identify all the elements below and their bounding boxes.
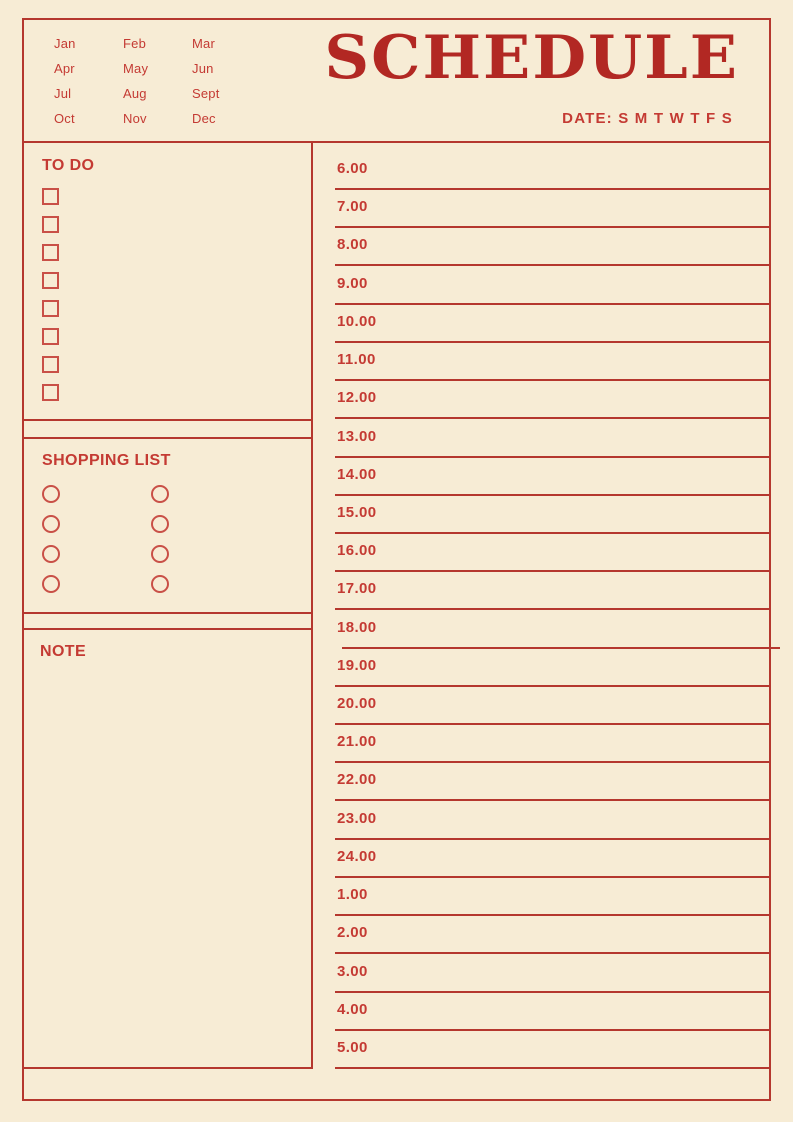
month-label-feb[interactable]: Feb <box>123 36 147 51</box>
shopping-circle-list <box>42 485 311 605</box>
month-label-aug[interactable]: Aug <box>123 86 147 101</box>
month-label-sept[interactable]: Sept <box>192 86 220 101</box>
time-label: 7.00 <box>337 198 368 215</box>
time-row[interactable] <box>313 763 771 801</box>
time-label: 4.00 <box>337 1001 368 1018</box>
todo-checkbox-list <box>42 188 311 401</box>
time-row[interactable] <box>313 840 771 878</box>
time-label: 13.00 <box>337 428 377 445</box>
note-title: NOTE <box>40 643 87 660</box>
month-grid <box>54 36 261 136</box>
time-label: 5.00 <box>337 1039 368 1056</box>
time-row[interactable] <box>313 152 771 190</box>
time-label: 17.00 <box>337 580 377 597</box>
time-label: 24.00 <box>337 848 377 865</box>
time-label: 14.00 <box>337 466 377 483</box>
time-row[interactable] <box>313 802 771 840</box>
time-row[interactable] <box>313 649 771 687</box>
shopping-list-circle[interactable] <box>42 485 60 503</box>
time-row[interactable] <box>313 955 771 993</box>
note-writing-area[interactable] <box>26 672 309 1065</box>
time-label: 16.00 <box>337 542 377 559</box>
timeline <box>313 141 771 1069</box>
todo-section <box>22 141 313 421</box>
todo-checkbox[interactable] <box>42 356 59 373</box>
shopping-list-circle[interactable] <box>42 515 60 533</box>
time-underline <box>335 608 771 610</box>
month-label-nov[interactable]: Nov <box>123 111 147 126</box>
shopping-list-circle[interactable] <box>151 515 169 533</box>
time-label: 18.00 <box>337 619 377 636</box>
month-label-may[interactable]: May <box>123 61 149 76</box>
todo-checkbox[interactable] <box>42 384 59 401</box>
month-label-mar[interactable]: Mar <box>192 36 215 51</box>
time-underline <box>335 417 771 419</box>
time-label: 22.00 <box>337 771 377 788</box>
todo-checkbox[interactable] <box>42 272 59 289</box>
shopping-list-circle[interactable] <box>42 545 60 563</box>
time-row[interactable] <box>313 267 771 305</box>
time-row[interactable] <box>313 611 771 649</box>
time-row[interactable] <box>313 228 771 266</box>
time-label: 3.00 <box>337 963 368 980</box>
time-label: 20.00 <box>337 695 377 712</box>
month-label-oct[interactable]: Oct <box>54 111 75 126</box>
todo-checkbox[interactable] <box>42 188 59 205</box>
month-label-dec[interactable]: Dec <box>192 111 216 126</box>
todo-checkbox[interactable] <box>42 328 59 345</box>
time-row[interactable] <box>313 190 771 228</box>
time-underline <box>335 1067 771 1069</box>
time-label: 1.00 <box>337 886 368 903</box>
time-label: 8.00 <box>337 236 368 253</box>
time-label: 10.00 <box>337 313 377 330</box>
time-row[interactable] <box>313 1031 771 1069</box>
page-title: SCHEDULE <box>324 22 739 93</box>
todo-checkbox[interactable] <box>42 300 59 317</box>
time-row[interactable] <box>313 916 771 954</box>
time-row[interactable] <box>313 496 771 534</box>
time-label: 12.00 <box>337 389 377 406</box>
time-row[interactable] <box>313 534 771 572</box>
month-label-jul[interactable]: Jul <box>54 86 72 101</box>
time-underline <box>335 952 771 954</box>
todo-checkbox[interactable] <box>42 244 59 261</box>
time-row[interactable] <box>313 687 771 725</box>
time-row[interactable] <box>313 572 771 610</box>
shopping-list-title: SHOPPING LIST <box>42 452 171 469</box>
todo-checkbox[interactable] <box>42 216 59 233</box>
month-label-jan[interactable]: Jan <box>54 36 76 51</box>
shopping-list-circle[interactable] <box>42 575 60 593</box>
note-section <box>22 628 313 1069</box>
time-row[interactable] <box>313 343 771 381</box>
time-label: 19.00 <box>337 657 377 674</box>
time-label: 9.00 <box>337 275 368 292</box>
date-days-label: DATE: S M T W T F S <box>562 110 733 127</box>
time-label: 21.00 <box>337 733 377 750</box>
month-label-jun[interactable]: Jun <box>192 61 214 76</box>
time-row[interactable] <box>313 305 771 343</box>
month-label-apr[interactable]: Apr <box>54 61 75 76</box>
time-label: 6.00 <box>337 160 368 177</box>
todo-title: TO DO <box>42 157 95 174</box>
time-underline <box>335 799 771 801</box>
time-label: 15.00 <box>337 504 377 521</box>
shopping-list-circle[interactable] <box>151 575 169 593</box>
shopping-list-section <box>22 437 313 614</box>
time-row[interactable] <box>313 993 771 1031</box>
time-row[interactable] <box>313 878 771 916</box>
time-row[interactable] <box>313 458 771 496</box>
time-label: 23.00 <box>337 810 377 827</box>
time-row[interactable] <box>313 381 771 419</box>
time-row[interactable] <box>313 420 771 458</box>
time-underline <box>335 264 771 266</box>
time-label: 11.00 <box>337 351 376 368</box>
shopping-list-circle[interactable] <box>151 485 169 503</box>
time-row[interactable] <box>313 725 771 763</box>
shopping-list-circle[interactable] <box>151 545 169 563</box>
time-label: 2.00 <box>337 924 368 941</box>
